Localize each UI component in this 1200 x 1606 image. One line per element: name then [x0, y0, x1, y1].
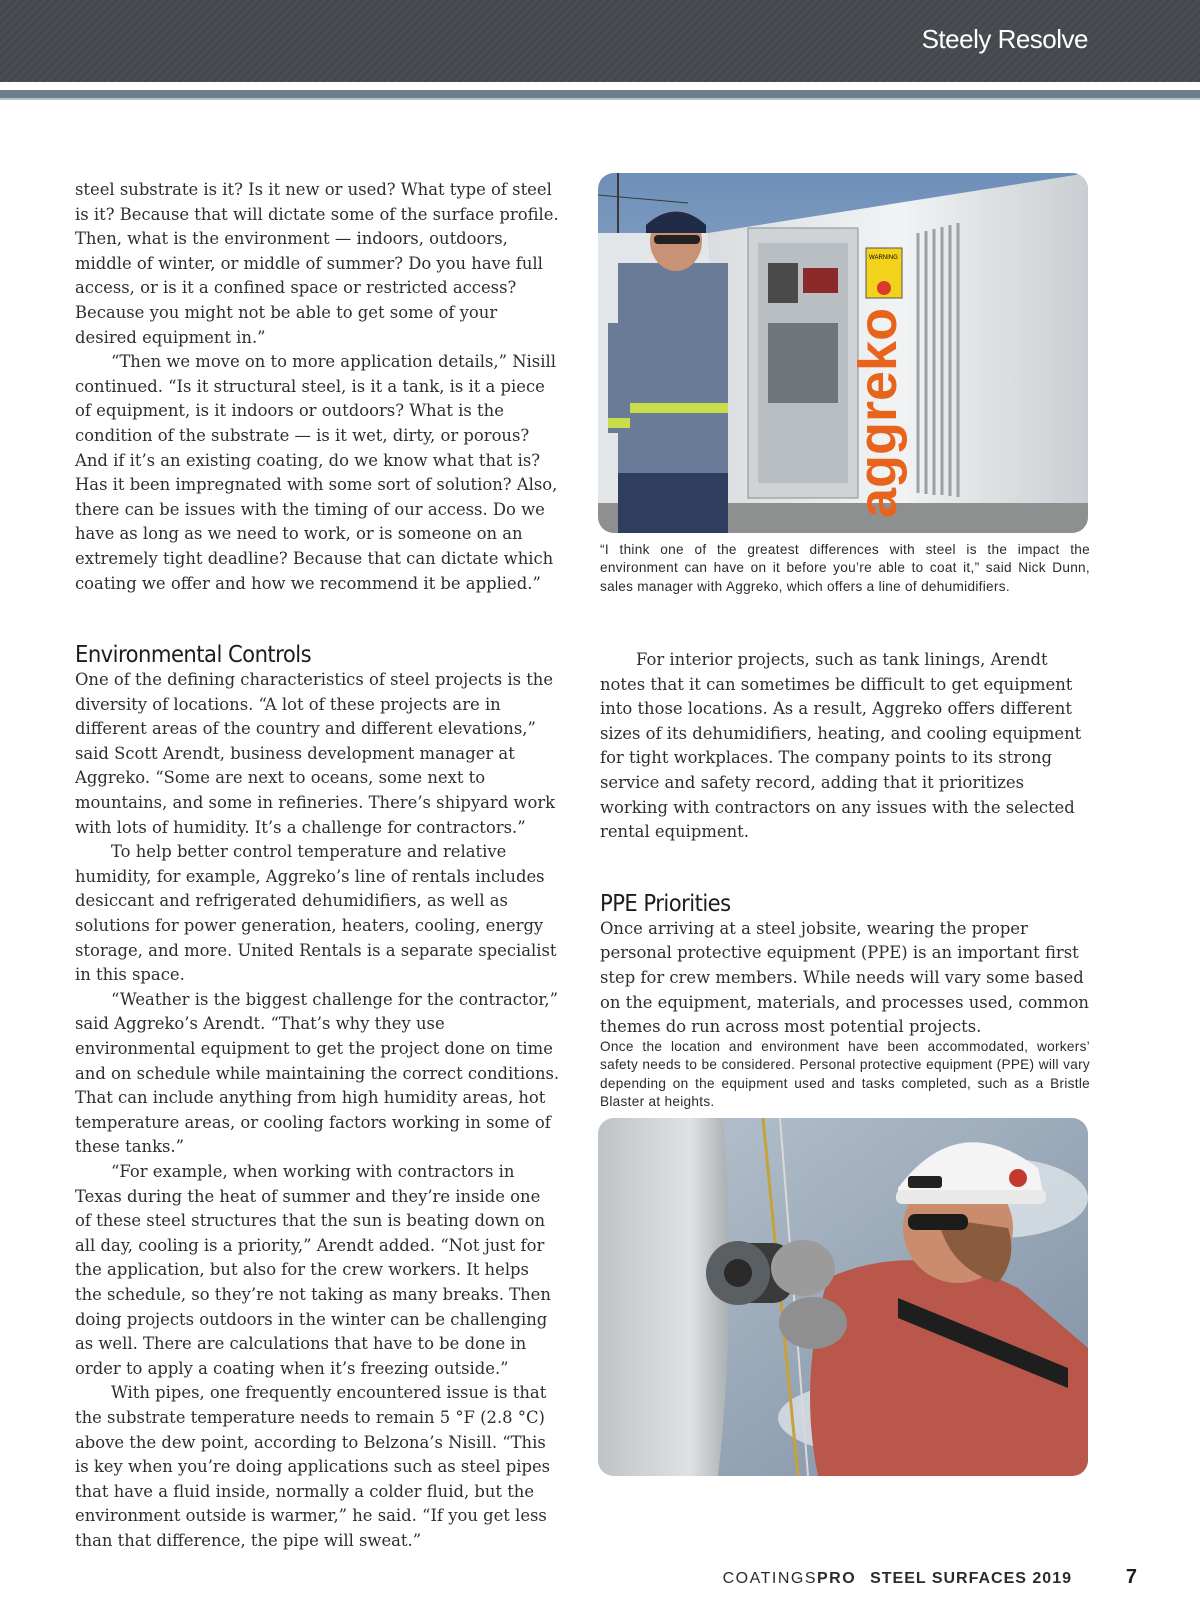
env-paragraph-4: “For example, when working with contractors in Texas during the heat of summer and they’re inside one of these steel structures that the sun is beating down on all day, cooling is a priority,” Arendt added. “Not just for the application, but also for the crew workers. It helps the schedule, so they’re not taking as many breaks. Then doing projects outdoors in the winter can be challenging as well. There are calculations that have to be done in order to apply a coating when it’s freezing outside.” [75, 1161, 551, 1378]
env-paragraph-2: To help better control temperature and relative humidity, for example, Aggreko’s line of rentals includes desiccant and refrigerated dehumidifiers, as well as solutions for power generation, heaters, cooling, energy storage, and more. United Rentals is a separate specialist in this space. [75, 842, 557, 985]
photo-1-caption: “I think one of the greatest differences with steel is the impact the environment can have on it before you’re able to coat it,” said Nick Dunn, sales manager with Aggreko, which offers a line of dehumidifiers. [600, 542, 1090, 594]
header-accent-rule [0, 90, 1200, 98]
heading-environmental-controls: Environmental Controls [75, 642, 312, 669]
section-title: Steely Resolve [921, 24, 1088, 54]
photo-aggreko-technician [598, 173, 1088, 533]
footer-brand-pro: PRO [816, 1570, 857, 1587]
heading-ppe-priorities: PPE Priorities [600, 890, 731, 917]
footer-brand-coatings: COATINGS [722, 1570, 817, 1587]
interior-projects-paragraph: For interior projects, such as tank linings, Arendt notes that it can sometimes be difficult to get equipment into those locations. As a result, Aggreko offers different sizes of its dehumidifiers, heating, and cooling equipment for tight workplaces. The company points to its strong service and safety record, adding that it prioritizes working with contractors on any issues with the selected rental equipment. [600, 650, 1082, 842]
ppe-paragraph: Once arriving at a steel jobsite, wearing the proper personal protective equipment (PPE) is an important first step for crew members. While needs will vary some based on the equipment, materials, and processes used, common themes do run across most potential projects. [600, 918, 1089, 1037]
header-divider [0, 82, 1200, 88]
footer-publication [723, 1570, 1072, 1588]
right-column-text [600, 648, 1090, 1040]
warning-label-text: WARNING [869, 255, 898, 261]
aggreko-logo-text: aggreko [848, 307, 908, 518]
header-accent-rule-light [0, 98, 1200, 100]
intro-paragraph: steel substrate is it? Is it new or used? What type of steel is it? Because that will dictate some of the surface profile. Then, what is the environment — indoors, outdoors, middle of winter, or middle of summer? Do you have full access, or is it a confined space or restricted access? Because you might not be able to get some of your desired equipment in.” [75, 180, 559, 347]
photo-2-caption: Once the location and environment have been accommodated, workers’ safety needs to be considered. Personal protective equipment (PPE) will vary depending on the equipment used and tasks completed, such as a Bristle Blaster at heights. [600, 1039, 1090, 1110]
photo-worker-at-heights [598, 1118, 1088, 1476]
env-paragraph-3: “Weather is the biggest challenge for the contractor,” said Aggreko’s Arendt. “That’s why they use environmental equipment to get the project done on time and on schedule while maintaining the correct conditions. That can include anything from high humidity areas, hot temperature areas, or cooling factors working in some of these tanks.” [75, 989, 560, 1157]
footer [0, 1566, 1200, 1590]
paragraph-application-details: “Then we move on to more application details,” Nisill continued. “Is it structural steel, is it a tank, is it a piece of equipment, is it indoors or outdoors? What is the condition of the substrate — is it wet, dirty, or porous? And if it’s an existing coating, do we know what that is? Has it been impregnated with some sort of solution? Also, there can be issues with the timing of our access. Do we have as long as we need to work, or is someone on an extremely tight deadline? Because that can dictate which coating we offer and how we recommend it be applied.” [75, 352, 558, 593]
left-column [75, 178, 560, 1553]
footer-issue: STEEL SURFACES 2019 [870, 1570, 1072, 1587]
env-paragraph-1: One of the defining characteristics of steel projects is the diversity of locations. “A lot of these projects are in different areas of the country and different elevations,” said Scott Arendt, business development manager at Aggreko. “Some are next to oceans, some next to mountains, and some in refineries. There’s shipyard work with lots of humidity. It’s a challenge for contractors.” [75, 670, 556, 837]
header-bar [0, 0, 1200, 82]
page-number: 7 [1125, 1566, 1137, 1588]
env-paragraph-5: With pipes, one frequently encountered issue is that the substrate temperature needs to remain 5 °F (2.8 °C) above the dew point, according to Belzona’s Nisill. “This is key when you’re doing applications such as steel pipes that have a fluid inside, normally a colder fluid, but the environment outside is warmer,” he said. “If you get less than that difference, the pipe will sweat.” [75, 1383, 551, 1550]
